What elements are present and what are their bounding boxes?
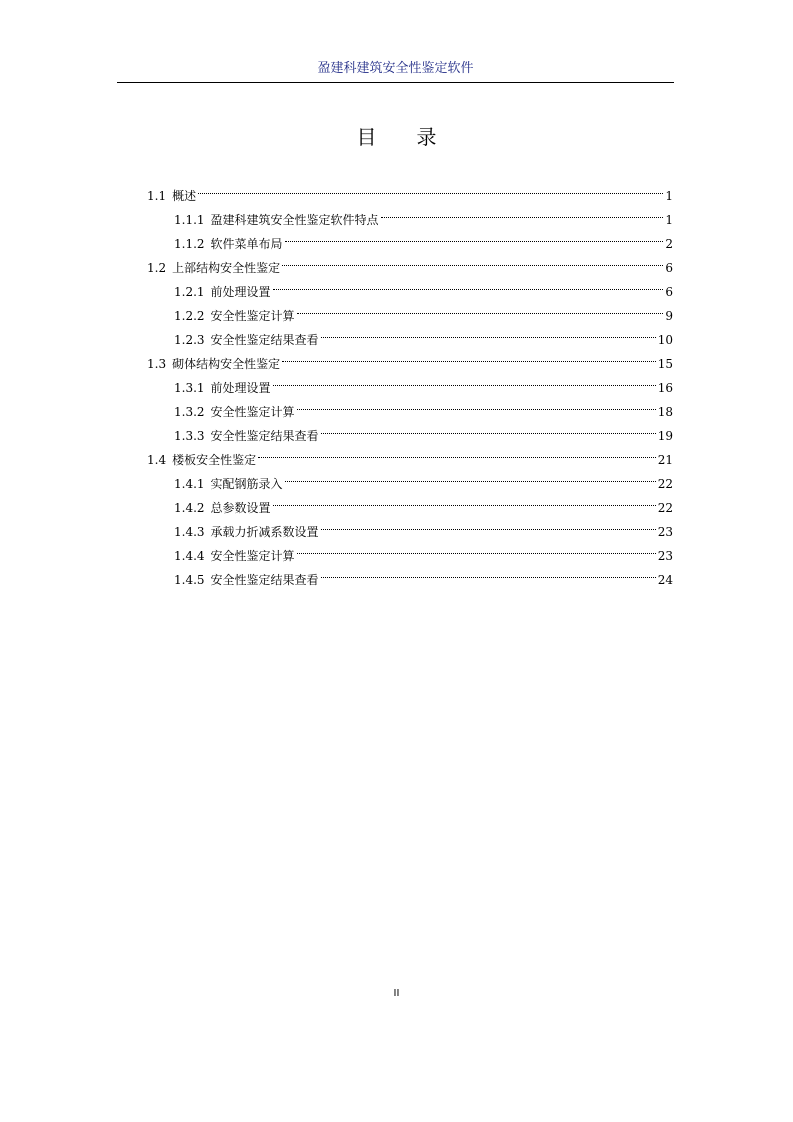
toc-entry-number: 1.4.4 [174, 549, 205, 563]
toc-entry-title: 安全性鉴定结果查看 [210, 573, 319, 587]
toc-entry-page: 23 [657, 549, 673, 563]
toc-entry-title: 实配钢筋录入 [210, 477, 283, 491]
toc-entry[interactable] [147, 176, 673, 203]
toc-entry-number: 1.2 [147, 261, 167, 275]
page-number: II [393, 988, 400, 999]
toc-dot-leader [285, 464, 656, 488]
toc-entry[interactable] [147, 200, 673, 227]
toc-entry-number: 1.4.2 [174, 501, 205, 515]
toc-entry-page: 21 [657, 453, 673, 467]
toc-entry-number: 1.2.2 [174, 309, 205, 323]
toc-entry-number: 1.4.3 [174, 525, 205, 539]
toc-entry-page: 6 [665, 261, 673, 275]
toc-entry-page: 19 [657, 429, 673, 443]
toc-entry-title: 安全性鉴定结果查看 [210, 429, 319, 443]
toc-entry-number: 1.3.1 [174, 381, 205, 395]
toc-entry-title: 前处理设置 [210, 381, 271, 395]
toc-entry-page: 2 [665, 237, 673, 251]
toc-dot-leader [321, 416, 656, 440]
toc-entry-title: 砌体结构安全性鉴定 [172, 357, 281, 371]
toc-dot-leader [273, 272, 664, 296]
toc-entry-page: 22 [657, 477, 673, 491]
toc-dot-leader [381, 200, 664, 224]
toc-entry-page: 1 [665, 213, 673, 227]
toc-dot-leader [282, 248, 663, 272]
toc-dot-leader [273, 488, 656, 512]
toc-entry-title: 盈建科建筑安全性鉴定软件特点 [210, 213, 379, 227]
toc-entry-title: 上部结构安全性鉴定 [172, 261, 281, 275]
toc-entry-number: 1.3.2 [174, 405, 205, 419]
toc-entry-number: 1.2.1 [174, 285, 205, 299]
toc-entry-page: 16 [657, 381, 673, 395]
toc-dot-leader [321, 320, 656, 344]
toc-entry-number: 1.4.5 [174, 573, 205, 587]
toc-entry-number: 1.4 [147, 453, 167, 467]
toc-entry-title: 软件菜单布局 [210, 237, 283, 251]
toc-entry-title: 承载力折减系数设置 [210, 525, 319, 539]
toc-dot-leader [321, 512, 656, 536]
toc-entry-title: 概述 [172, 189, 197, 203]
toc-entry-title: 前处理设置 [210, 285, 271, 299]
toc-entry-title: 安全性鉴定计算 [210, 309, 295, 323]
toc-dot-leader [273, 368, 656, 392]
toc-entry-page: 15 [657, 357, 673, 371]
toc-entry-number: 1.1.1 [174, 213, 205, 227]
toc-entry-title: 楼板安全性鉴定 [172, 453, 257, 467]
toc-entry-number: 1.3 [147, 357, 167, 371]
toc-entry-title: 安全性鉴定计算 [210, 405, 295, 419]
table-of-contents [147, 176, 673, 587]
toc-entry-number: 1.2.3 [174, 333, 205, 347]
toc-entry-page: 18 [657, 405, 673, 419]
toc-entry-page: 22 [657, 501, 673, 515]
toc-dot-leader [258, 440, 656, 464]
toc-dot-leader [282, 344, 656, 368]
toc-entry-title: 总参数设置 [210, 501, 271, 515]
toc-dot-leader [285, 224, 664, 248]
toc-entry-page: 6 [665, 285, 673, 299]
toc-title: 目录 [356, 125, 477, 149]
toc-entry-number: 1.3.3 [174, 429, 205, 443]
toc-entry-page: 9 [665, 309, 673, 323]
toc-entry-title: 安全性鉴定结果查看 [210, 333, 319, 347]
toc-dot-leader [198, 176, 663, 200]
toc-entry-page: 1 [665, 189, 673, 203]
toc-entry-number: 1.1 [147, 189, 167, 203]
toc-dot-leader [321, 560, 656, 584]
toc-entry-number: 1.4.1 [174, 477, 205, 491]
page-header [117, 0, 674, 83]
toc-dot-leader [297, 296, 664, 320]
toc-entry-title: 安全性鉴定计算 [210, 549, 295, 563]
toc-entry-page: 10 [657, 333, 673, 347]
toc-entry-page: 23 [657, 525, 673, 539]
toc-entry-page: 24 [657, 573, 673, 587]
toc-entry-number: 1.1.2 [174, 237, 205, 251]
header-title: 盈建科建筑安全性鉴定软件 [317, 61, 474, 76]
toc-dot-leader [297, 392, 656, 416]
toc-dot-leader [297, 536, 656, 560]
